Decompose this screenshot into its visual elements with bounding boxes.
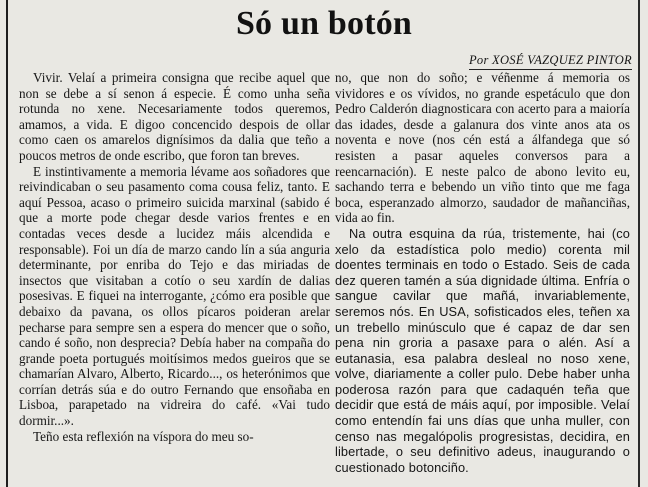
article-title: Só un botón xyxy=(235,5,413,42)
article-byline: Por XOSÉ VAZQUEZ PINTOR xyxy=(469,53,632,70)
paragraph: Vivir. Velaí a primeira consigna que recibe aquel que non se debe a sí senon á especie. É como unha seña rotunda no xene. Necesariamente todos queremos, amamos, a vida. E digoo concencido despois de ollar como caen os amarelos dignísimos da dalia que teño a poucos metros de onde escribo, que foron tan breves. xyxy=(19,70,330,163)
page-border-right xyxy=(638,0,640,487)
paragraph: E instintivamente a memoria lévame aos soñadores que reivindicaban o seu pasamento coma cousa feliz, tanto. E aquí Pessoa, acaso o primeiro suicida marxinal (sabido é que a morte pode chegar desde varios frentes e en contadas veces desde a lucidez máis alcendida e responsable). Foi un día de marzo cando lín a súa anguria determinante, por enriba do Tejo e das miriadas de insectos que visitaban a cotío o seu xardín de dalias posesivas. E fiquei na interrogante, ¿cómo era posible que debaixo da pavana, os ollos pícaros poideran arelar pecharse para sempre sen a espera do mencer que o soño, cando é soño, non desprecia? Debía haber na compaña do grande poeta portugués moitísimos medos gueiros que se chamarían Alvaro, Alberto, Ricardo..., os heterónimos que corrían detrás súa e do outro Fernando que ensoñaba en Lisboa, parapetado na vidreira do café. «Vai tudo dormir...». xyxy=(19,163,330,429)
paragraph: Na outra esquina da rúa, tristemente, hai (co xelo da estadística polo medio) corenta mil doentes terminais en todo o Estado. Seis de cada dez queren tamén a súa dignidade última. Enfría o sangue cavilar que mañá, invariablemente, seremos nós. En USA, sofisticados eles, teñen xa un trebello minúsculo que é capaz de dar sen pena nin groria a pasaxe para o alén. Así a eutanasia, esa palabra desleal no noso xene, volve, diariamente a coller pulo. Debe haber unha poderosa razón para que cadaquén teña que decidir que está de máis aquí, por imposible. Velaí como entendín fai uns días que unha muller, con censo nas megalópolis progresistas, decidira, en libertade, o seu definitivo adeus, inaugurando o cuestionado botonciño. xyxy=(335,225,630,475)
page-border-left xyxy=(6,0,8,487)
paragraph: no, que non do soño; e véñenme á memoria os vividores e os vívidos, no grande espetáculo que don Pedro Calderón diagnosticara con acerto para a maioría das idades, desde a galanura dos vinte anos ata os noventa e nove (nos cén está a álfandega que só resisten a pasar aqueles conversos para a reencarnación). E neste palco de abono levito eu, sachando terra e bebendo un viño tinto que me faga boca, esperanzado almorzo, saudador de mañanciñas, vida ao fin. xyxy=(335,70,630,226)
paragraph: Teño esta reflexión na víspora do meu so- xyxy=(33,428,254,444)
article-column-right xyxy=(335,70,630,475)
article-column-left xyxy=(19,70,330,444)
